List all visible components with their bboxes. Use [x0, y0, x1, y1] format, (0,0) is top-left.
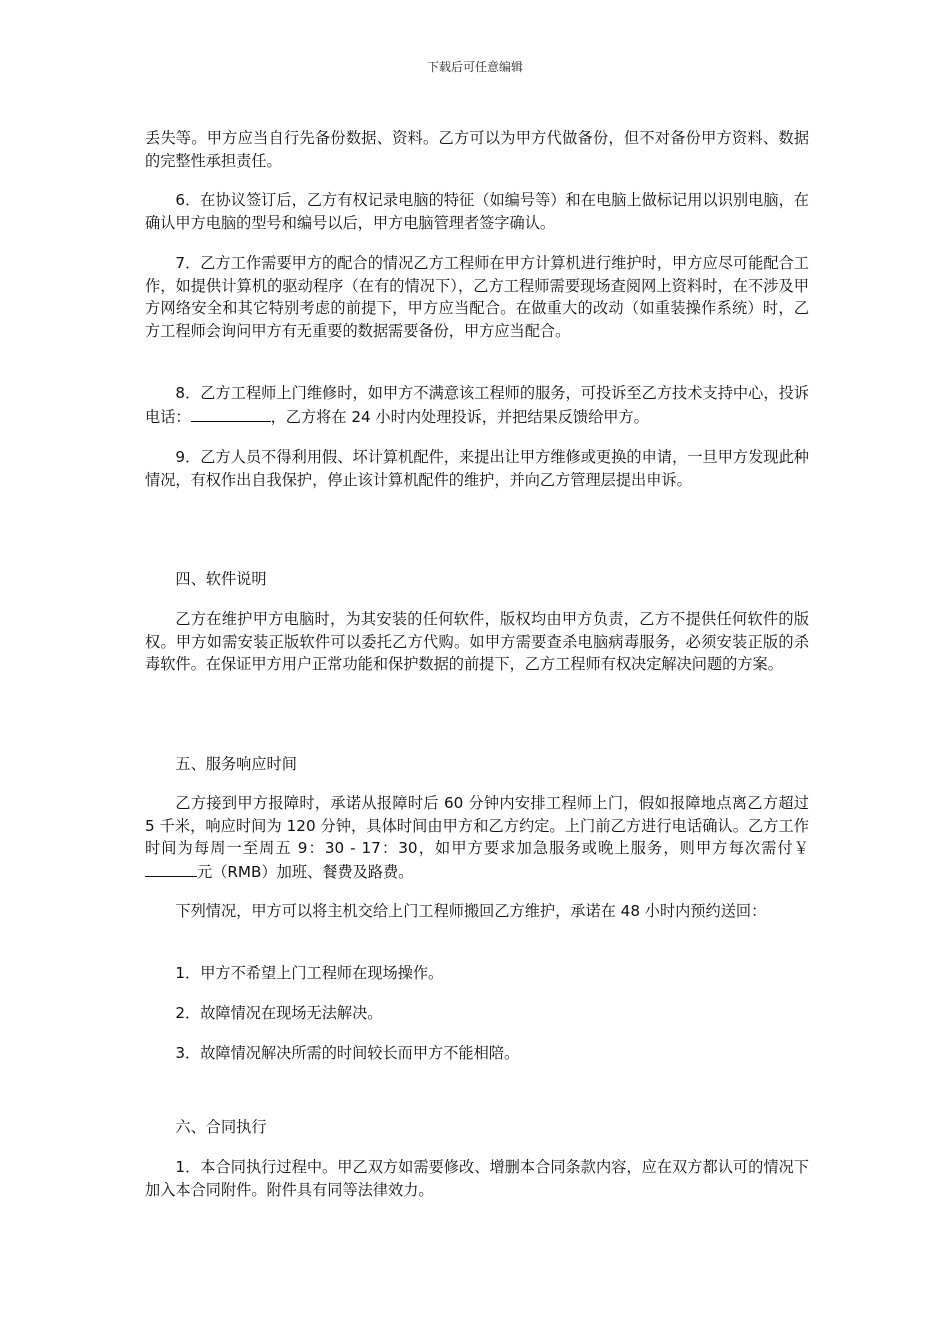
- clause-text: 6．在协议签订后，乙方有权记录电脑的特征（如编号等）和在电脑上做标记用以识别电脑，在确认甲方电脑的型号和编号以后，甲方电脑管理者签字确认。: [145, 191, 809, 232]
- section-title: 四、软件说明: [175, 570, 267, 588]
- fee-blank-line: [145, 860, 197, 877]
- section-text: [145, 792, 809, 883]
- section-heading-4: [145, 568, 809, 591]
- clause-9: [145, 446, 809, 491]
- section-5-cases: [145, 900, 809, 923]
- list-item-1: [145, 962, 809, 985]
- section-text-part: 元（RMB）加班、餐费及路费。: [197, 862, 414, 881]
- clause-7: [145, 252, 809, 342]
- paragraph-continuation: [145, 127, 809, 172]
- section-text-part: 乙方接到甲方报障时，承诺从报障时后 60 分钟内安排工程师上门，假如报障地点离乙方超过 5 千米，响应时间为 120 分钟，具体时间由甲方和乙方约定。上门前乙方进行电话确认。乙方工作时间为每周一至周五 9：30 - 17：30，如甲方要求加急服务或晚上服务，则甲方每次需付￥: [145, 794, 809, 857]
- clause-text-part: 8．乙方工程师上门维修时，如甲方不满意该工程师的服务，可投诉至乙方技术支持中心，投诉电话：: [145, 384, 809, 426]
- section-text: 1．本合同执行过程中。甲乙双方如需要修改、增删本合同条款内容，应在双方都认可的情况下加入本合同附件。附件具有同等法律效力。: [145, 1158, 809, 1199]
- phone-blank-line: [191, 405, 271, 422]
- section-text: 乙方在维护甲方电脑时，为其安装的任何软件，版权均由甲方负责，乙方不提供任何软件的版权。甲方如需安装正版软件可以委托乙方代购。如甲方需要查杀电脑病毒服务，必须安装正版的杀毒软件。在保证甲方用户正常功能和保护数据的前提下，乙方工程师有权决定解决问题的方案。: [145, 610, 809, 673]
- list-item-3: [145, 1042, 809, 1065]
- section-title: 五、服务响应时间: [175, 755, 297, 773]
- section-heading-5: [145, 753, 809, 776]
- section-4-body: [145, 608, 809, 676]
- clause-text-part: ，乙方将在 24 小时内处理投诉，并把结果反馈给甲方。: [270, 407, 649, 426]
- list-item-text: 3．故障情况解决所需的时间较长而甲方不能相陪。: [175, 1044, 520, 1062]
- list-item-text: 2．故障情况在现场无法解决。: [175, 1004, 383, 1022]
- clause-text: [145, 382, 809, 428]
- clause-text: 7．乙方工作需要甲方的配合的情况乙方工程师在甲方计算机进行维护时，甲方应尽可能配合工作，如提供计算机的驱动程序（在有的情况下），乙方工程师需要现场查阅网上资料时，在不涉及甲方网络安全和其它特别考虑的前提下，甲方应当配合。在做重大的改动（如重装操作系统）时，乙方工程师会询问甲方有无重要的数据需要备份，甲方应当配合。: [145, 254, 809, 340]
- list-item-text: 1．甲方不希望上门工程师在现场操作。: [175, 964, 444, 982]
- section-5-body: [145, 792, 809, 883]
- section-text: 下列情况，甲方可以将主机交给上门工程师搬回乙方维护，承诺在 48 小时内预约送回：: [175, 902, 767, 920]
- section-title: 六、合同执行: [175, 1118, 267, 1136]
- clause-text: 9．乙方人员不得利用假、坏计算机配件，来提出让甲方维修或更换的申请，一旦甲方发现此种情况，有权作出自我保护，停止该计算机配件的维护，并向乙方管理层提出申诉。: [145, 448, 809, 489]
- clause-8: [145, 382, 809, 428]
- page-header: 下载后可任意编辑: [426, 60, 523, 74]
- clause-6: [145, 189, 809, 234]
- paragraph-text: 丢失等。甲方应当自行先备份数据、资料。乙方可以为甲方代做备份，但不对备份甲方资料、数据的完整性承担责任。: [145, 129, 809, 170]
- section-heading-6: [145, 1116, 809, 1139]
- section-6-body: [145, 1156, 809, 1201]
- list-item-2: [145, 1002, 809, 1025]
